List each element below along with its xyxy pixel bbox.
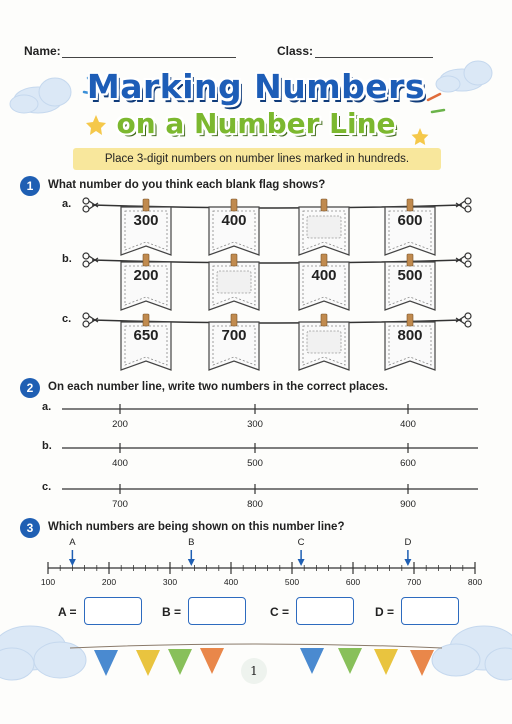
q2-row-label: b. [42, 440, 52, 452]
q2-tick-label: 600 [400, 458, 416, 469]
q1-row-label: a. [62, 198, 72, 210]
page-title: Marking Numbers [86, 67, 426, 106]
q2-tick-label: 200 [112, 419, 128, 430]
question-2-number: 2 [20, 378, 40, 398]
q3-arrow-letter: A [69, 537, 76, 548]
flag-value: 300 [133, 212, 159, 229]
class-label: Class: [277, 44, 314, 58]
question-3-number: 3 [20, 518, 40, 538]
flag-value: 800 [397, 327, 423, 344]
q2-tick-label: 400 [400, 419, 416, 430]
flag-value: 600 [397, 212, 423, 229]
q3-tick-label: 400 [223, 577, 239, 587]
q3-tick-label: 800 [467, 577, 483, 587]
q2-row-label: a. [42, 401, 52, 413]
question-2-text: On each number line, write two numbers in the correct places. [48, 381, 388, 393]
q2-tick-label: 500 [247, 458, 263, 469]
q2-tick-label: 700 [112, 499, 128, 510]
answer-label: D = [375, 605, 395, 619]
q1-row-label: c. [62, 313, 72, 325]
answer-label: A = [58, 605, 77, 619]
q2-tick-label: 800 [247, 499, 263, 510]
q3-tick-label: 600 [345, 577, 361, 587]
flag-value: 650 [133, 327, 159, 344]
flag-value: 400 [221, 212, 247, 229]
answer-label: B = [162, 605, 182, 619]
q3-arrow-letter: B [188, 537, 195, 548]
flag-value: 200 [133, 267, 159, 284]
q3-arrow-letter: C [297, 537, 305, 548]
q2-row-label: c. [42, 481, 52, 493]
q3-tick-label: 100 [40, 577, 56, 587]
page-number: 1 [241, 658, 267, 684]
question-1-text: What number do you think each blank flag shows? [48, 179, 326, 191]
name-label: Name: [24, 44, 61, 58]
q3-tick-label: 700 [406, 577, 422, 587]
question-1-number: 1 [20, 176, 40, 196]
page-title-line2: on a Number Line [116, 107, 396, 140]
answer-label: C = [270, 605, 290, 619]
q3-tick-label: 300 [162, 577, 178, 587]
q3-arrow-letter: D [404, 537, 412, 548]
flag-value: 700 [221, 327, 247, 344]
q2-tick-label: 400 [112, 458, 128, 469]
flag-value: 400 [311, 267, 337, 284]
q1-row-label: b. [62, 253, 72, 265]
q2-tick-label: 900 [400, 499, 416, 510]
q3-tick-label: 500 [284, 577, 300, 587]
q2-tick-label: 300 [247, 419, 263, 430]
q3-tick-label: 200 [101, 577, 117, 587]
subtitle-banner: Place 3-digit numbers on number lines marked in hundreds. [73, 148, 441, 170]
flag-value: 500 [397, 267, 423, 284]
question-3-text: Which numbers are being shown on this number line? [48, 521, 345, 533]
